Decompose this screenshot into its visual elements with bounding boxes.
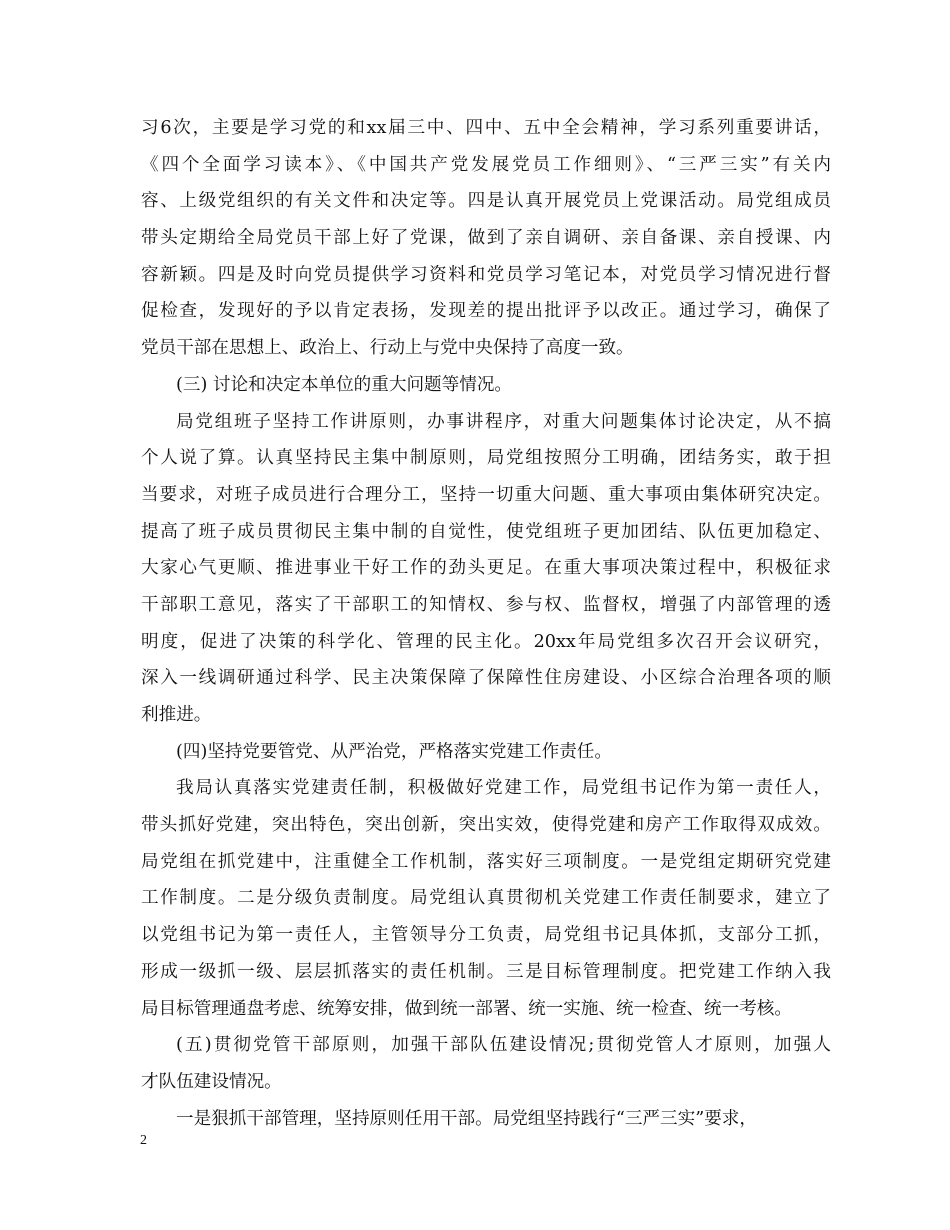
text-line: 明度，促进了决策的科学化、管理的民主化。20xx年局党组多次召开会议研究，	[141, 631, 831, 652]
section-heading: (四)坚持党要管党、从严治党，严格落实党建工作责任。	[176, 741, 612, 762]
section-heading: 才队伍建设情况。	[141, 1071, 282, 1092]
text-line: 局目标管理通盘考虑、统筹安排，做到统一部署、统一实施、统一检查、统一考核。	[141, 998, 792, 1019]
text-line: 干部职工意见，落实了干部职工的知情权、参与权、监督权，增强了内部管理的透	[141, 594, 831, 615]
text-line: 《四个全面学习读本》、《中国共产党发展党员工作细则》、“三严三实”有关内	[141, 154, 831, 175]
text-line: 局党组在抓党建中，注重健全工作机制，落实好三项制度。一是党组定期研究党建	[141, 851, 831, 872]
text-line: 一是狠抓干部管理，坚持原则任用干部。局党组坚持践行“三严三实”要求，	[176, 1108, 757, 1129]
text-line: 党员干部在思想上、政治上、行动上与党中央保持了高度一致。	[141, 338, 634, 359]
text-line: 促检查，发现好的予以肯定表扬，发现差的提出批评予以改正。通过学习，确保了	[141, 301, 831, 322]
text-line: 深入一线调研通过科学、民主决策保障了保障性住房建设、小区综合治理各项的顺	[141, 668, 831, 689]
text-line: 容新颖。四是及时向党员提供学习资料和党员学习笔记本，对党员学习情况进行督	[141, 264, 831, 285]
text-line: 以党组书记为第一责任人，主管领导分工负责，局党组书记具体抓，支部分工抓，	[141, 925, 831, 946]
text-line: 当要求，对班子成员进行合理分工，坚持一切重大问题、重大事项由集体研究决定。	[141, 484, 831, 505]
text-line: 利推进。	[141, 705, 212, 725]
page-number: 2	[140, 1133, 147, 1148]
text-line: 个人说了算。认真坚持民主集中制原则，局党组按照分工明确，团结务实，敢于担	[141, 448, 831, 469]
text-line: 大家心气更顺、推进事业干好工作的劲头更足。在重大事项决策过程中，积极征求	[141, 558, 831, 579]
text-line: 习6次，主要是学习党的和xx届三中、四中、五中全会精神，学习系列重要讲话，	[141, 118, 831, 138]
text-line: 容、上级党组织的有关文件和决定等。四是认真开展党员上党课活动。局党组成员	[141, 191, 831, 212]
text-line: 形成一级抓一级、层层抓落实的责任机制。三是目标管理制度。把党建工作纳入我	[141, 961, 831, 982]
text-line: 工作制度。二是分级负责制度。局党组认真贯彻机关党建工作责任制要求，建立了	[141, 888, 831, 909]
section-heading: (五)贯彻党管干部原则，加强干部队伍建设情况;贯彻党管人才原则，加强人	[176, 1035, 831, 1056]
text-line: 我局认真落实党建责任制，积极做好党建工作，局党组书记作为第一责任人，	[176, 778, 831, 799]
text-line: 提高了班子成员贯彻民主集中制的自觉性，使党组班子更加团结、队伍更加稳定、	[141, 521, 831, 542]
text-line: 局党组班子坚持工作讲原则，办事讲程序，对重大问题集体讨论决定，从不搞	[176, 411, 831, 432]
body-text	[141, 110, 831, 1137]
section-heading: (三) 讨论和决定本单位的重大问题等情况。	[176, 374, 513, 395]
text-line: 带头抓好党建，突出特色，突出创新，突出实效，使得党建和房产工作取得双成效。	[141, 815, 831, 836]
text-line: 带头定期给全局党员干部上好了党课，做到了亲自调研、亲自备课、亲自授课、内	[141, 228, 831, 249]
